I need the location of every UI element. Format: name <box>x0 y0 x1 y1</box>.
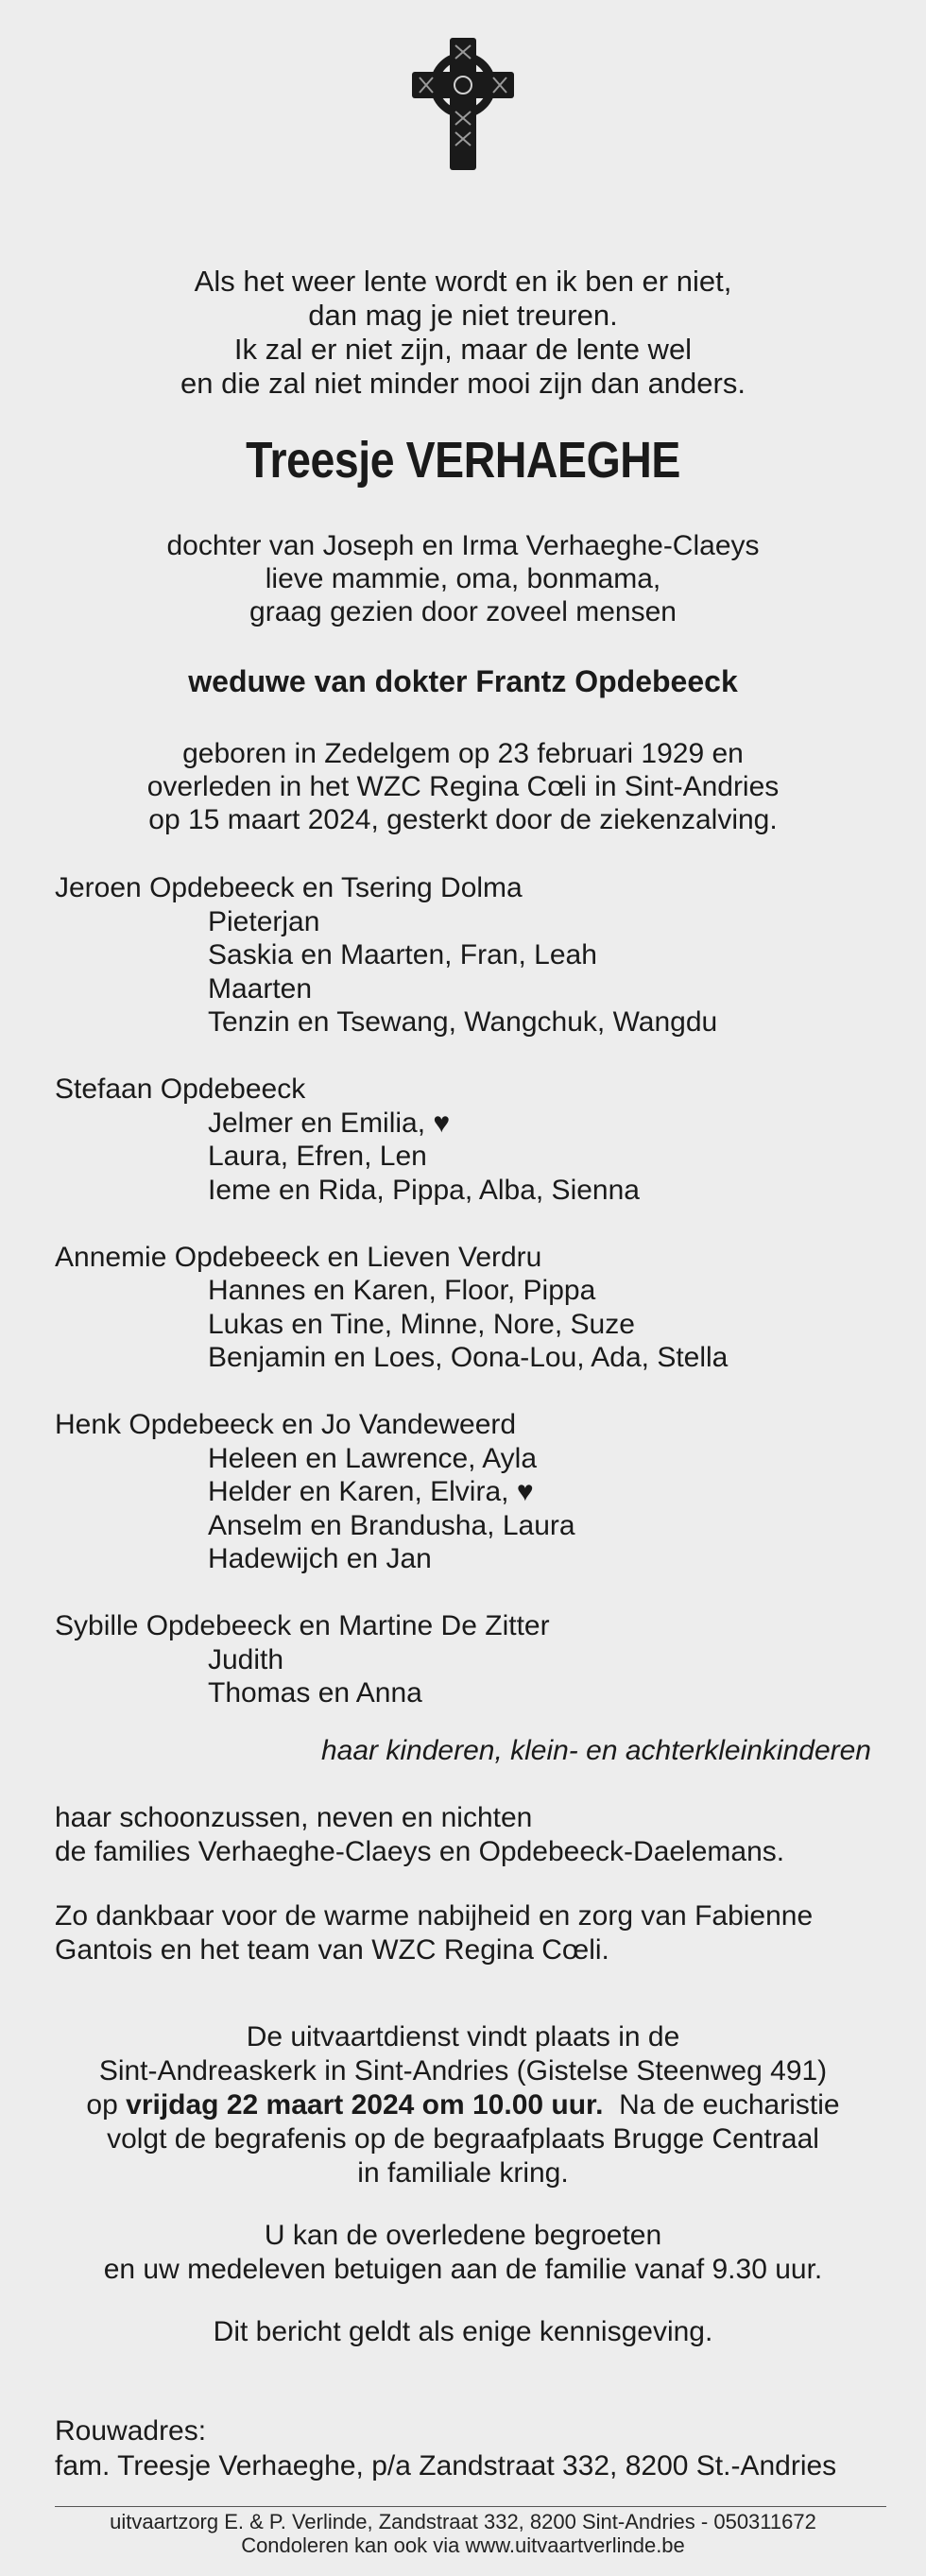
address-label: Rouwadres: <box>55 2415 207 2447</box>
family-group <box>55 1609 886 1710</box>
condolence-line: en uw medeleven betuigen aan de familie vanaf 9.30 uur. <box>103 2254 823 2285</box>
life-date-line: overleden in het WZC Regina Cœli in Sint-Andries <box>146 771 780 802</box>
service-date-prefix: op <box>86 2089 127 2121</box>
address-value: fam. Treesje Verhaeghe, p/a Zandstraat 332, 8200 St.-Andries <box>55 2450 837 2482</box>
life-dates <box>0 737 926 836</box>
family-member: Anselm en Brandusha, Laura <box>208 1509 575 1541</box>
family-member: Ieme en Rida, Pippa, Alba, Sienna <box>208 1174 640 1206</box>
family-member: Saskia en Maarten, Fran, Leah <box>208 939 597 970</box>
service-line: Sint-Andreaskerk in Sint-Andries (Gistelse Steenweg 491) <box>98 2055 828 2087</box>
descriptors <box>0 529 926 628</box>
family-head: Jeroen Opdebeeck en Tsering Dolma <box>55 872 523 903</box>
footer-divider <box>55 2506 886 2507</box>
mourning-address <box>55 2413 886 2483</box>
family-head: Henk Opdebeeck en Jo Vandeweerd <box>55 1409 517 1440</box>
family-member: Hannes en Karen, Floor, Pippa <box>208 1275 596 1306</box>
funeral-service <box>0 2020 926 2190</box>
condolence <box>0 2219 926 2287</box>
family-member: Heleen en Lawrence, Ayla <box>208 1442 538 1474</box>
family-member: Tenzin en Tsewang, Wangchuk, Wangdu <box>208 1006 718 1038</box>
poem-line: en die zal niet minder mooi zijn dan anders. <box>180 367 746 400</box>
family-member: Laura, Efren, Len <box>208 1141 427 1172</box>
family-head: Annemie Opdebeeck en Lieven Verdru <box>55 1241 542 1273</box>
poem-line: Als het weer lente wordt en ik ben er niet, <box>194 265 732 298</box>
thanks-line: Zo dankbaar voor de warme nabijheid en zorg van Fabienne <box>55 1900 814 1932</box>
service-line: volgt de begrafenis op de begraafplaats Brugge Centraal <box>107 2123 819 2155</box>
funeral-director: uitvaartzorg E. & P. Verlinde, Zandstraat 332, 8200 Sint-Andries - 050311672 <box>110 2510 816 2533</box>
descriptor-line: dochter van Joseph en Irma Verhaeghe-Claeys <box>166 530 760 561</box>
family-head: Sybille Opdebeeck en Martine De Zitter <box>55 1610 550 1641</box>
family-member: Pieterjan <box>208 905 320 937</box>
thanks <box>55 1899 886 1966</box>
poem <box>0 265 926 401</box>
family-member: Judith <box>208 1643 284 1675</box>
family-member: Hadewijch en Jan <box>208 1543 432 1574</box>
footer <box>0 2510 926 2557</box>
descriptor-line: graag gezien door zoveel mensen <box>249 596 677 627</box>
family-head: Stefaan Opdebeeck <box>55 1073 306 1105</box>
celtic-cross-icon <box>412 38 514 170</box>
family-member: Thomas en Anna <box>208 1677 422 1709</box>
deceased-name: Treesje VERHAEGHE <box>246 432 680 489</box>
service-line: De uitvaartdienst vindt plaats in de <box>246 2021 680 2052</box>
family-member: Lukas en Tine, Minne, Nore, Suze <box>208 1308 635 1340</box>
relatives-line: de families Verhaeghe-Claeys en Opdebeeck-Daelemans. <box>55 1835 785 1867</box>
family-group <box>55 1408 886 1576</box>
family-member: Helder en Karen, Elvira, ♥ <box>208 1476 534 1507</box>
family-group <box>55 1241 886 1375</box>
poem-line: Ik zal er niet zijn, maar de lente wel <box>233 333 693 366</box>
children-note: haar kinderen, klein- en achterkleinkinderen <box>320 1735 871 1766</box>
notice: Dit bericht geldt als enige kennisgeving. <box>213 2316 713 2347</box>
thanks-line: Gantois en het team van WZC Regina Cœli. <box>55 1933 609 1966</box>
family-member: Benjamin en Loes, Oona-Lou, Ada, Stella <box>208 1342 729 1373</box>
service-date-line <box>0 2088 926 2122</box>
family-member: Maarten <box>208 972 313 1005</box>
widow-line: weduwe van dokter Frantz Opdebeeck <box>188 664 738 698</box>
descriptor-line: lieve mammie, oma, bonmama, <box>265 563 661 594</box>
condolence-line: U kan de overledene begroeten <box>264 2220 662 2251</box>
family-member: Jelmer en Emilia, ♥ <box>208 1107 451 1139</box>
family-list <box>55 871 886 1743</box>
poem-line: dan mag je niet treuren. <box>308 299 618 332</box>
relatives-line: haar schoonzussen, neven en nichten <box>55 1802 533 1833</box>
service-line: in familiale kring. <box>357 2157 569 2189</box>
condolence-website: Condoleren kan ook via www.uitvaartverlinde.be <box>241 2533 685 2557</box>
service-date: vrijdag 22 maart 2024 om 10.00 uur. <box>126 2089 604 2121</box>
life-date-line: op 15 maart 2024, gesterkt door de ziekenzalving. <box>148 804 778 835</box>
family-group <box>55 1073 886 1207</box>
life-date-line: geboren in Zedelgem op 23 februari 1929 en <box>182 738 744 769</box>
relatives <box>55 1801 886 1868</box>
service-date-suffix: Na de eucharistie <box>603 2089 840 2121</box>
family-group <box>55 871 886 1039</box>
